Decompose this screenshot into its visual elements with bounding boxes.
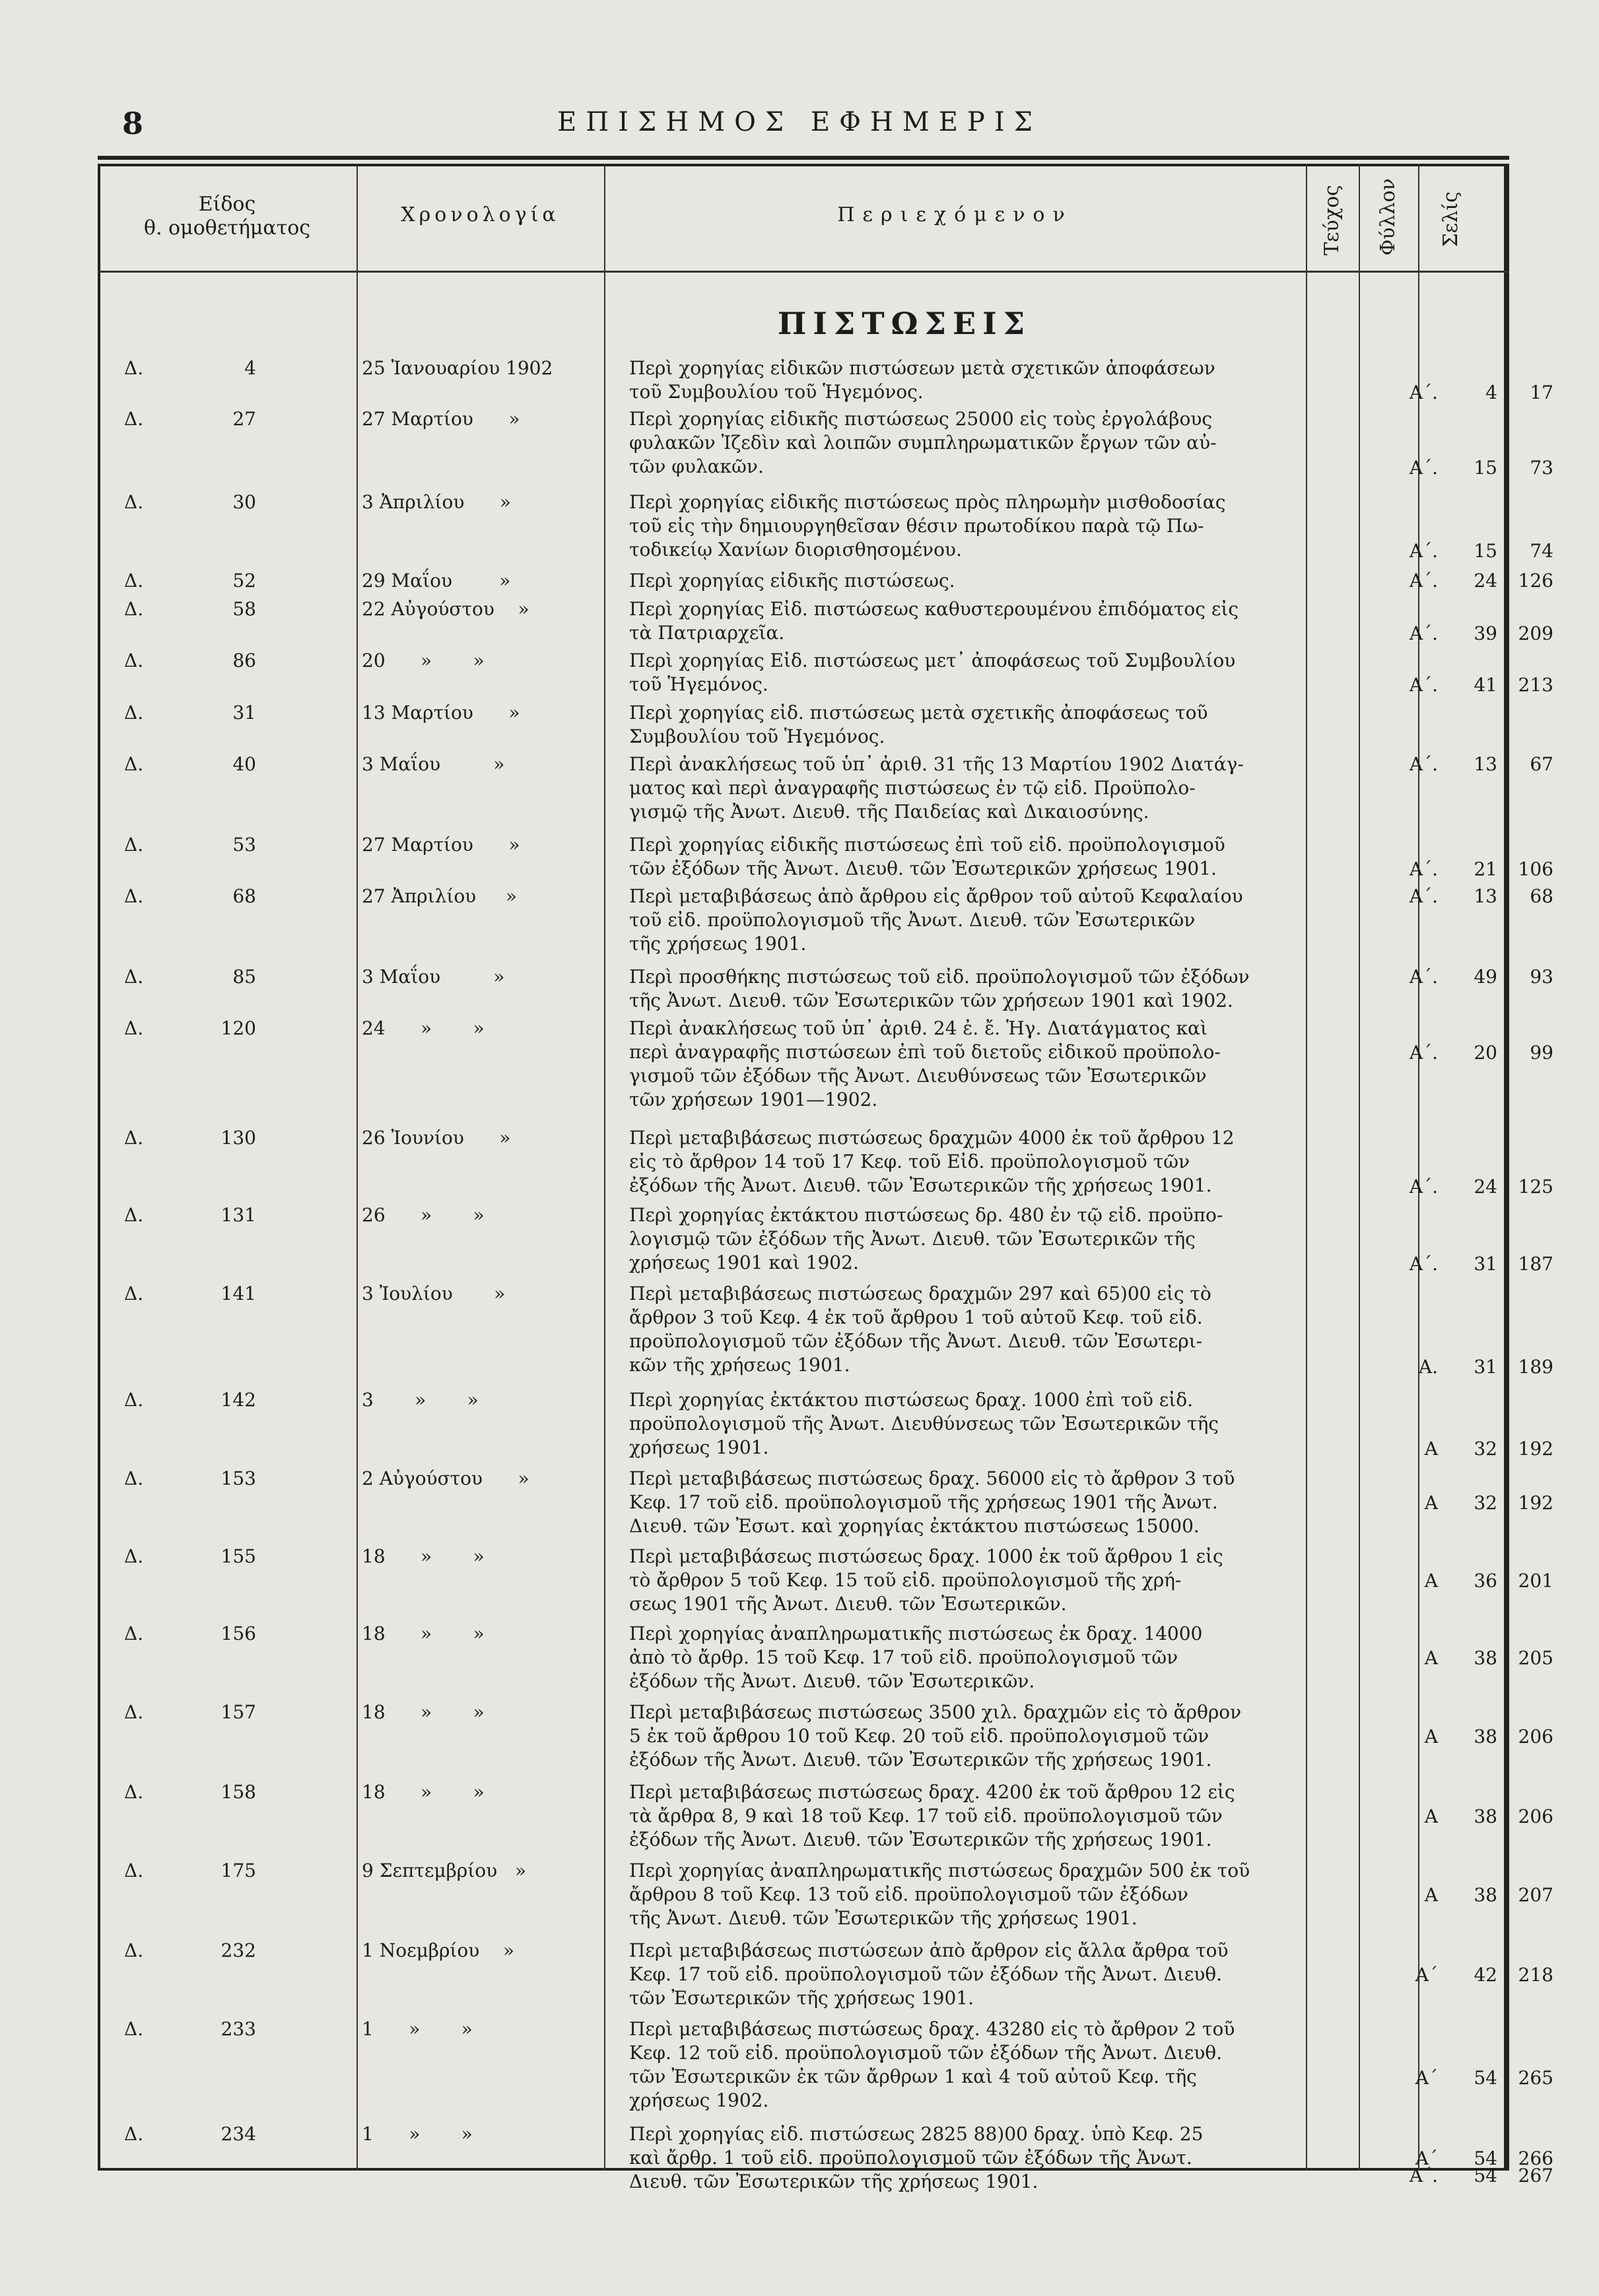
decree-contents bbox=[629, 356, 1408, 404]
issue-cell: Α΄. bbox=[1409, 858, 1438, 880]
contents-line: Περὶ μεταβιβάσεως πιστώσεως δραχ. 56000 εἰς τὸ ἄρθρον 3 τοῦ bbox=[629, 1468, 1235, 1489]
contents-line: Περὶ χορηγίας εἰδικῶν πιστώσεων μετὰ σχετικῶν ἀποφάσεων bbox=[629, 357, 1215, 379]
contents-line: τῶν χρήσεων 1901—1902. bbox=[629, 1089, 878, 1110]
decree-number: 232 bbox=[221, 1940, 256, 1961]
table-row bbox=[98, 2164, 1553, 2188]
sheet-cell: 32 bbox=[1474, 1492, 1497, 1514]
sheet-cell: 38 bbox=[1474, 1726, 1497, 1747]
decree-contents bbox=[629, 1780, 1408, 1852]
decree-date: 1 » » bbox=[362, 2123, 473, 2145]
contents-line: Περὶ μεταβιβάσεως πιστώσεως δραχ. 1000 ἐκ τοῦ ἄρθρου 1 εἰς bbox=[629, 1545, 1223, 1567]
decree-number: 53 bbox=[232, 834, 256, 856]
contents-line: Περὶ χορηγίας ἀναπληρωματικῆς πιστώσεως δραχμῶν 500 ἐκ τοῦ bbox=[629, 1860, 1250, 1881]
contents-line: Διευθ. τῶν Ἐσωτερικῶν τῆς χρήσεως 1901. bbox=[629, 2171, 1038, 2192]
sheet-cell: 41 bbox=[1474, 674, 1497, 696]
decree-contents bbox=[629, 753, 1408, 824]
page-cell: 209 bbox=[1518, 623, 1553, 644]
contents-line: ἄρθρον 3 τοῦ Κεφ. 4 ἐκ τοῦ ἄρθρου 1 τοῦ αὐτοῦ Κεφ. τοῦ εἰδ. bbox=[629, 1306, 1203, 1328]
issue-cell: Α bbox=[1424, 1492, 1438, 1514]
decree-date: 1 Νοεμβρίου » bbox=[362, 1940, 515, 1961]
contents-line: ἐξόδων τῆς Ἀνωτ. Διευθ. τῶν Ἐσωτερικῶν τῆς χρήσεως 1901. bbox=[629, 1174, 1212, 1196]
table-row bbox=[98, 1388, 1553, 1462]
decree-kind: Δ. bbox=[124, 1701, 144, 1723]
sheet-cell: 15 bbox=[1474, 540, 1497, 562]
table-row bbox=[98, 1939, 1553, 2012]
decree-date: 3 Μαΐου » bbox=[362, 753, 505, 775]
table-row bbox=[98, 1701, 1553, 1774]
decree-kind: Δ. bbox=[124, 966, 144, 988]
contents-line: Περὶ προσθήκης πιστώσεως τοῦ εἰδ. προϋπολογισμοῦ τῶν ἐξόδων bbox=[629, 966, 1250, 988]
contents-line: τοῦ εἰδ. προϋπολογισμοῦ τῆς Ἀνωτ. Διευθ. τῶν Ἐσωτερικῶν bbox=[629, 909, 1196, 931]
contents-line: Περὶ χορηγίας εἰδικῆς πιστώσεως πρὸς πληρωμὴν μισθοδοσίας bbox=[629, 491, 1226, 513]
issue-cell: Α΄. bbox=[1409, 540, 1438, 562]
contents-line: τῶν φυλακῶν. bbox=[629, 456, 764, 477]
page-cell: 68 bbox=[1530, 885, 1553, 907]
contents-line: Περὶ ἀνακλήσεως τοῦ ὑπ᾽ ἀριθ. 31 τῆς 13 Μαρτίου 1902 Διατάγ- bbox=[629, 753, 1244, 775]
decree-kind: Δ. bbox=[124, 1127, 144, 1149]
issue-cell: Α΄. bbox=[1409, 623, 1438, 644]
decree-date: 3 » » bbox=[362, 1389, 479, 1411]
decree-number: 30 bbox=[232, 491, 256, 513]
decree-date: 18 » » bbox=[362, 1781, 485, 1803]
decree-date: 22 Αὐγούστου » bbox=[362, 598, 529, 620]
decree-kind: Δ. bbox=[124, 834, 144, 856]
header-rule bbox=[98, 271, 1509, 273]
contents-line: Κεφ. 17 τοῦ εἰδ. προϋπολογισμοῦ τῆς χρήσεως 1901 τῆς Ἀνωτ. bbox=[629, 1491, 1218, 1513]
decree-contents bbox=[629, 965, 1408, 1013]
sheet-cell: 13 bbox=[1474, 753, 1497, 775]
decree-number: 68 bbox=[232, 885, 256, 907]
decree-contents bbox=[629, 490, 1408, 562]
issue-cell: Α bbox=[1424, 1438, 1438, 1460]
decree-kind: Δ. bbox=[124, 753, 144, 775]
decree-number: 157 bbox=[221, 1701, 256, 1723]
decree-contents bbox=[629, 885, 1408, 956]
column-header-page: Σελίς bbox=[1439, 191, 1462, 248]
contents-line: ἄρθρου 8 τοῦ Κεφ. 13 τοῦ εἰδ. προϋπολογισμοῦ τῶν ἐξόδων bbox=[629, 1883, 1188, 1905]
decree-date: 29 Μαΐου » bbox=[362, 570, 511, 591]
table-row bbox=[98, 1622, 1553, 1695]
decree-contents bbox=[629, 1622, 1408, 1693]
decree-contents bbox=[629, 1859, 1408, 1930]
page-cell: 218 bbox=[1518, 1964, 1553, 1986]
issue-cell: Α bbox=[1424, 1570, 1438, 1592]
section-title: ΠΙΣΤΩΣΕΙΣ bbox=[777, 306, 1032, 341]
decree-kind: Δ. bbox=[124, 1545, 144, 1567]
issue-cell: Α΄. bbox=[1409, 753, 1438, 775]
decree-contents bbox=[629, 701, 1408, 749]
page-number: 8 bbox=[122, 106, 144, 141]
decree-number: 233 bbox=[221, 2018, 256, 2040]
column-header-issue: Τεύχος bbox=[1320, 185, 1344, 255]
decree-contents bbox=[629, 1467, 1408, 1538]
page-cell: 192 bbox=[1518, 1492, 1553, 1514]
decree-number: 86 bbox=[232, 650, 256, 671]
table-row bbox=[98, 597, 1553, 646]
contents-line: τὸ ἄρθρον 5 τοῦ Κεφ. 15 τοῦ εἰδ. προϋπολογισμοῦ τῆς χρή- bbox=[629, 1569, 1182, 1591]
decree-number: 131 bbox=[221, 1204, 256, 1226]
decree-contents bbox=[629, 597, 1408, 645]
decree-number: 158 bbox=[221, 1781, 256, 1803]
table-row bbox=[98, 885, 1553, 958]
contents-line: Διευθ. τῶν Ἐσωτ. καὶ χορηγίας ἐκτάκτου πιστώσεως 15000. bbox=[629, 1515, 1200, 1537]
contents-line: Περὶ μεταβιβάσεως ἀπὸ ἄρθρου εἰς ἄρθρον τοῦ αὐτοῦ Κεφαλαίου bbox=[629, 885, 1243, 907]
issue-cell: Α΄. bbox=[1409, 966, 1438, 988]
decree-kind: Δ. bbox=[124, 2018, 144, 2040]
decree-date: 24 » » bbox=[362, 1017, 485, 1039]
decree-kind: Δ. bbox=[124, 1283, 144, 1304]
sheet-cell: 31 bbox=[1474, 1356, 1497, 1378]
issue-cell: Α΄ bbox=[1415, 2147, 1438, 2169]
running-head: ΕΠΙΣΗΜΟΣ ΕΦΗΜΕΡΙΣ bbox=[557, 107, 1042, 137]
contents-line: Περὶ ἀνακλήσεως τοῦ ὑπ᾽ ἀριθ. 24 ἐ. ἔ. Ἡγ. Διατάγματος καὶ bbox=[629, 1017, 1208, 1039]
table-row bbox=[98, 649, 1553, 698]
decree-kind: Δ. bbox=[124, 491, 144, 513]
page-cell: 17 bbox=[1530, 382, 1553, 403]
issue-cell: Α΄. bbox=[1409, 457, 1438, 479]
contents-line: Περὶ μεταβιβάσεως πιστώσεως δραχ. 43280 εἰς τὸ ἄρθρον 2 τοῦ bbox=[629, 2018, 1235, 2040]
sheet-cell: 39 bbox=[1474, 623, 1497, 644]
contents-line: προϋπολογισμοῦ τῶν ἐξόδων τῆς Ἀνωτ. Διευθ. τῶν Ἐσωτερι- bbox=[629, 1330, 1203, 1352]
contents-line: Περὶ μεταβιβάσεως πιστώσεως 3500 χιλ. δραχμῶν εἰς τὸ ἄρθρον bbox=[629, 1701, 1242, 1723]
contents-line: τῶν ἐξόδων τῆς Ἀνωτ. Διευθ. τῶν Ἐσωτερικῶν χρήσεως 1901. bbox=[629, 858, 1217, 879]
decree-contents bbox=[629, 833, 1408, 881]
decree-number: 52 bbox=[232, 570, 256, 591]
contents-line: τὰ ἄρθρα 8, 9 καὶ 18 τοῦ Κεφ. 17 τοῦ εἰδ. προϋπολογισμοῦ τῶν bbox=[629, 1805, 1223, 1827]
contents-line: Περὶ χορηγίας Εἰδ. πιστώσεως μετ᾽ ἀποφάσεως τοῦ Συμβουλίου bbox=[629, 650, 1236, 671]
contents-line: τῆς Ἀνωτ. Διευθ. τῶν Ἐσωτερικῶν τῆς χρήσεως 1901. bbox=[629, 1907, 1138, 1929]
decree-number: 155 bbox=[221, 1545, 256, 1567]
contents-line: σεως 1901 τῆς Ἀνωτ. Διευθ. τῶν Ἐσωτερικῶν. bbox=[629, 1593, 1067, 1615]
table-row bbox=[98, 1545, 1553, 1618]
contents-line: φυλακῶν Ἰζεδὶν καὶ λοιπῶν συμπληρωματικῶν ἔργων τῶν αὐ- bbox=[629, 432, 1217, 454]
decree-number: 120 bbox=[221, 1017, 256, 1039]
issue-cell: Α΄. bbox=[1409, 674, 1438, 696]
column-header-contents: Περιεχόμενον bbox=[837, 203, 1073, 226]
contents-line: Κεφ. 17 τοῦ εἰδ. προϋπολογισμοῦ τῶν ἐξόδων τῆς Ἀνωτ. Διευθ. bbox=[629, 1963, 1223, 1985]
decree-number: 130 bbox=[221, 1127, 256, 1149]
decree-number: 153 bbox=[221, 1468, 256, 1489]
page-cell: 201 bbox=[1518, 1570, 1553, 1592]
sheet-cell: 24 bbox=[1474, 570, 1497, 591]
decree-date: 3 Ἰουλίου » bbox=[362, 1283, 506, 1304]
decree-date: 2 Αὐγούστου » bbox=[362, 1468, 529, 1489]
column-header-kind: Είδος θ. ομοθετήματος bbox=[143, 193, 311, 240]
table-row bbox=[98, 1282, 1553, 1380]
page-cell: 189 bbox=[1518, 1356, 1553, 1378]
decree-contents bbox=[629, 569, 1408, 593]
contents-line: Περὶ χορηγίας εἰδικῆς πιστώσεως. bbox=[629, 570, 955, 591]
page-cell: 99 bbox=[1530, 1042, 1553, 1064]
decree-contents bbox=[629, 1388, 1408, 1460]
table-row bbox=[98, 1780, 1553, 1854]
page-cell: 192 bbox=[1518, 1438, 1553, 1460]
sheet-cell: 38 bbox=[1474, 1647, 1497, 1669]
contents-line: ἀπὸ τὸ ἄρθρ. 15 τοῦ Κεφ. 17 τοῦ εἰδ. προϋπολογισμοῦ τῶν bbox=[629, 1646, 1178, 1668]
contents-line: Κεφ. 12 τοῦ εἰδ. προϋπολογισμοῦ τῶν ἐξόδων τῆς Ἀνωτ. Διευθ. bbox=[629, 2042, 1223, 2064]
decree-contents bbox=[629, 1203, 1408, 1275]
contents-line: ἐξόδων τῆς Ἀνωτ. Διευθ. τῶν Ἐσωτερικῶν τῆς χρήσεως 1901. bbox=[629, 1749, 1212, 1771]
issue-cell: Α΄. bbox=[1409, 1176, 1438, 1198]
table-row bbox=[98, 2017, 1553, 2115]
decree-date: 18 » » bbox=[362, 1545, 485, 1567]
sheet-cell: 38 bbox=[1474, 1806, 1497, 1827]
issue-cell: Α΄. bbox=[1409, 2165, 1438, 2186]
decree-date: 26 Ἰουνίου » bbox=[362, 1127, 511, 1149]
decree-kind: Δ. bbox=[124, 885, 144, 907]
contents-line: χρήσεως 1902. bbox=[629, 2089, 769, 2111]
table-row bbox=[98, 569, 1553, 593]
contents-line: καὶ ἄρθρ. 1 τοῦ εἰδ. προϋπολογισμοῦ τῶν ἐξόδων τῆς Ἀνωτ. bbox=[629, 2147, 1192, 2169]
page-cell: 125 bbox=[1518, 1176, 1553, 1198]
decree-contents bbox=[629, 649, 1408, 696]
contents-line: εἰς τὸ ἄρθρον 14 τοῦ 17 Κεφ. τοῦ Εἰδ. προϋπολογισμοῦ τῶν bbox=[629, 1151, 1190, 1172]
page-cell: 205 bbox=[1518, 1647, 1553, 1669]
sheet-cell: 13 bbox=[1474, 885, 1497, 907]
contents-line: ματος καὶ περὶ ἀναγραφῆς πιστώσεως ἐν τῷ εἰδ. Προϋπολο- bbox=[629, 777, 1196, 799]
issue-cell: Α΄. bbox=[1409, 885, 1438, 907]
decree-date: 3 Μαΐου » bbox=[362, 966, 505, 988]
table-row bbox=[98, 753, 1553, 826]
page-cell: 213 bbox=[1518, 674, 1553, 696]
table-row bbox=[98, 407, 1553, 481]
issue-cell: Α΄. bbox=[1409, 570, 1438, 591]
sheet-cell: 38 bbox=[1474, 1884, 1497, 1906]
decree-number: 27 bbox=[232, 408, 256, 430]
issue-cell: Α΄ bbox=[1415, 1964, 1438, 1986]
page-cell: 67 bbox=[1530, 753, 1553, 775]
contents-line: χρήσεως 1901 καὶ 1902. bbox=[629, 1252, 859, 1273]
decree-kind: Δ. bbox=[124, 1781, 144, 1803]
decree-number: 85 bbox=[232, 966, 256, 988]
issue-cell: Α bbox=[1424, 1647, 1438, 1669]
decree-date: 9 Σεπτεμβρίου » bbox=[362, 1860, 526, 1881]
contents-line: κῶν τῆς χρήσεως 1901. bbox=[629, 1354, 850, 1376]
table-row bbox=[98, 1467, 1553, 1540]
decree-kind: Δ. bbox=[124, 1623, 144, 1644]
sheet-cell: 20 bbox=[1474, 1042, 1497, 1064]
contents-line: τῆς χρήσεως 1901. bbox=[629, 933, 807, 955]
decree-kind: Δ. bbox=[124, 598, 144, 620]
contents-line: τῶν Ἐσωτερικῶν ἐκ τῶν ἄρθρων 1 καὶ 4 τοῦ αὐτοῦ Κεφ. τῆς bbox=[629, 2066, 1197, 2087]
contents-line: προϋπολογισμοῦ τῆς Ἀνωτ. Διευθύνσεως τῶν Ἐσωτερικῶν τῆς bbox=[629, 1413, 1219, 1435]
decree-date: 25 Ἰανουαρίου 1902 bbox=[362, 357, 553, 379]
table-row bbox=[98, 965, 1553, 1014]
sheet-cell: 31 bbox=[1474, 1253, 1497, 1275]
decree-number: 175 bbox=[221, 1860, 256, 1881]
table-row bbox=[98, 1203, 1553, 1277]
table-row bbox=[98, 356, 1553, 405]
contents-line: τοῦ Ἡγεμόνος. bbox=[629, 673, 768, 695]
contents-line: Περὶ χορηγίας εἰδ. πιστώσεως 2825 88)00 δραχ. ὑπὸ Κεφ. 25 bbox=[629, 2123, 1204, 2145]
issue-cell: Α΄. bbox=[1409, 1042, 1438, 1064]
page-cell: 73 bbox=[1530, 457, 1553, 479]
table-row bbox=[98, 1017, 1553, 1114]
contents-line: γισμῷ τῆς Ἀνωτ. Διευθ. τῆς Παιδείας καὶ Δικαιοσύνης. bbox=[629, 801, 1149, 823]
contents-line: Περὶ χορηγίας εἰδ. πιστώσεως μετὰ σχετικῆς ἀποφάσεως τοῦ bbox=[629, 702, 1208, 724]
page-cell: 106 bbox=[1518, 858, 1553, 880]
contents-line: ἐξόδων τῆς Ἀνωτ. Διευθ. τῶν Ἐσωτερικῶν τῆς χρήσεως 1901. bbox=[629, 1829, 1212, 1850]
sheet-cell: 15 bbox=[1474, 457, 1497, 479]
decree-contents bbox=[629, 1701, 1408, 1772]
contents-line: τοῦ εἰς τὴν δημιουργηθεῖσαν θέσιν πρωτοδίκου παρὰ τῷ Πω- bbox=[629, 515, 1204, 537]
table-row bbox=[98, 833, 1553, 882]
contents-line: Περὶ μεταβιβάσεως πιστώσεως δραχμῶν 297 καὶ 65)00 εἰς τὸ bbox=[629, 1283, 1211, 1304]
page-cell: 126 bbox=[1518, 570, 1553, 591]
contents-line: περὶ ἀναγραφῆς πιστώσεων ἐπὶ τοῦ διετοῦς εἰδικοῦ προϋπολο- bbox=[629, 1041, 1221, 1063]
contents-line: Περὶ χορηγίας Εἰδ. πιστώσεως καθυστερουμένου ἐπιδόματος εἰς bbox=[629, 598, 1239, 620]
contents-line: Περὶ χορηγίας ἐκτάκτου πιστώσεως δρ. 480 ἐν τῷ εἰδ. προϋπο- bbox=[629, 1204, 1223, 1226]
contents-line: τοδικείῳ Χανίων διορισθησομένου. bbox=[629, 539, 962, 560]
column-header-sheet: Φύλλον bbox=[1377, 178, 1400, 256]
decree-number: 234 bbox=[221, 2123, 256, 2145]
issue-cell: Α bbox=[1424, 1726, 1438, 1747]
contents-line: ἐξόδων τῆς Ἀνωτ. Διευθ. τῶν Ἐσωτερικῶν. bbox=[629, 1670, 1035, 1692]
decree-kind: Δ. bbox=[124, 357, 144, 379]
column-header-date: Χρονολογία bbox=[401, 203, 560, 226]
contents-line: χρήσεως 1901. bbox=[629, 1436, 769, 1458]
decree-number: 156 bbox=[221, 1623, 256, 1644]
decree-kind: Δ. bbox=[124, 702, 144, 724]
page-cell: 206 bbox=[1518, 1806, 1553, 1827]
page-cell: 93 bbox=[1530, 966, 1553, 988]
contents-line: τῆς Ἀνωτ. Διευθ. τῶν Ἐσωτερικῶν τῶν χρήσεων 1901 καὶ 1902. bbox=[629, 990, 1233, 1011]
decree-kind: Δ. bbox=[124, 408, 144, 430]
contents-line: Περὶ χορηγίας ἐκτάκτου πιστώσεως δραχ. 1000 ἐπὶ τοῦ εἰδ. bbox=[629, 1389, 1194, 1411]
decree-contents bbox=[629, 407, 1408, 479]
issue-cell: Α΄ bbox=[1415, 2067, 1438, 2089]
decree-date: 13 Μαρτίου » bbox=[362, 702, 520, 724]
decree-kind: Δ. bbox=[124, 2123, 144, 2145]
contents-line: Περὶ μεταβιβάσεως πιστώσεως δραχμῶν 4000 ἐκ τοῦ ἄρθρου 12 bbox=[629, 1127, 1235, 1149]
contents-line: Περὶ χορηγίας εἰδικῆς πιστώσεως ἐπὶ τοῦ εἰδ. προϋπολογισμοῦ bbox=[629, 834, 1225, 856]
decree-contents bbox=[629, 1939, 1408, 2010]
decree-date: 27 Μαρτίου » bbox=[362, 408, 520, 430]
contents-line: γισμοῦ τῶν ἐξόδων τῆς Ἀνωτ. Διευθύνσεως τῶν Ἐσωτερικῶν bbox=[629, 1065, 1207, 1087]
decree-contents bbox=[629, 1545, 1408, 1616]
decree-contents bbox=[629, 1126, 1408, 1198]
contents-line: τοῦ Συμβουλίου τοῦ Ἡγεμόνος. bbox=[629, 381, 924, 403]
contents-line: Συμβουλίου τοῦ Ἡγεμόνος. bbox=[629, 726, 885, 747]
page-cell: 74 bbox=[1530, 540, 1553, 562]
contents-line: Περὶ μεταβιβάσεως πιστώσεων ἀπὸ ἄρθρον εἰς ἄλλα ἄρθρα τοῦ bbox=[629, 1940, 1229, 1961]
table-row bbox=[98, 490, 1553, 564]
frame-top-rule bbox=[98, 156, 1509, 160]
page-cell: 265 bbox=[1518, 2067, 1553, 2089]
decree-date: 18 » » bbox=[362, 1623, 485, 1644]
decree-contents bbox=[629, 2017, 1408, 2112]
table-row bbox=[98, 1126, 1553, 1199]
sheet-cell: 49 bbox=[1474, 966, 1497, 988]
issue-cell: Α bbox=[1424, 1884, 1438, 1906]
decree-date: 26 » » bbox=[362, 1204, 485, 1226]
sheet-cell: 4 bbox=[1485, 382, 1497, 403]
decree-date: 18 » » bbox=[362, 1701, 485, 1723]
table-row bbox=[98, 701, 1509, 750]
table-row bbox=[98, 1859, 1553, 1932]
issue-cell: Α bbox=[1424, 1806, 1438, 1827]
decree-number: 141 bbox=[221, 1283, 256, 1304]
decree-date: 27 Μαρτίου » bbox=[362, 834, 520, 856]
decree-date: 1 » » bbox=[362, 2018, 473, 2040]
decree-number: 31 bbox=[232, 702, 256, 724]
decree-date: 3 Ἀπριλίου » bbox=[362, 491, 511, 513]
decree-kind: Δ. bbox=[124, 1940, 144, 1961]
sheet-cell: 21 bbox=[1474, 858, 1497, 880]
decree-contents bbox=[629, 1282, 1408, 1377]
contents-line: τῶν Ἐσωτερικῶν τῆς χρήσεως 1901. bbox=[629, 1987, 974, 2009]
decree-kind: Δ. bbox=[124, 1860, 144, 1881]
contents-line: Περὶ χορηγίας ἀναπληρωματικῆς πιστώσεως ἐκ δραχ. 14000 bbox=[629, 1623, 1203, 1644]
contents-line: Περὶ χορηγίας εἰδικῆς πιστώσεως 25000 εἰς τοὺς ἐργολάβους bbox=[629, 408, 1213, 430]
decree-kind: Δ. bbox=[124, 570, 144, 591]
contents-line: τὰ Πατριαρχεῖα. bbox=[629, 622, 785, 644]
page-cell: 206 bbox=[1518, 1726, 1553, 1747]
contents-line: Περὶ μεταβιβάσεως πιστώσεως δραχ. 4200 ἐκ τοῦ ἄρθρου 12 εἰς bbox=[629, 1781, 1235, 1803]
sheet-cell: 42 bbox=[1474, 1964, 1497, 1986]
decree-date: 27 Ἀπριλίου » bbox=[362, 885, 517, 907]
decree-kind: Δ. bbox=[124, 1468, 144, 1489]
decree-date: 20 » » bbox=[362, 650, 485, 671]
sheet-cell: 32 bbox=[1474, 1438, 1497, 1460]
issue-cell: Α΄. bbox=[1409, 1253, 1438, 1275]
page-cell: 266 bbox=[1518, 2147, 1553, 2169]
decree-kind: Δ. bbox=[124, 1389, 144, 1411]
sheet-cell: 54 bbox=[1474, 2165, 1497, 2186]
page-cell: 187 bbox=[1518, 1253, 1553, 1275]
decree-kind: Δ. bbox=[124, 650, 144, 671]
sheet-cell: 54 bbox=[1474, 2067, 1497, 2089]
sheet-cell: 24 bbox=[1474, 1176, 1497, 1198]
page-cell: 207 bbox=[1518, 1884, 1553, 1906]
decree-kind: Δ. bbox=[124, 1017, 144, 1039]
issue-cell: Α. bbox=[1418, 1356, 1438, 1378]
contents-line: 5 ἐκ τοῦ ἄρθρου 10 τοῦ Κεφ. 20 τοῦ εἰδ. προϋπολογισμοῦ τῶν bbox=[629, 1725, 1209, 1747]
sheet-cell: 54 bbox=[1474, 2147, 1497, 2169]
decree-number: 40 bbox=[232, 753, 256, 775]
sheet-cell: 36 bbox=[1474, 1570, 1497, 1592]
decree-contents bbox=[629, 1017, 1408, 1112]
decree-number: 58 bbox=[232, 598, 256, 620]
decree-number: 4 bbox=[244, 357, 256, 379]
contents-line: λογισμῷ τῶν ἐξόδων τῆς Ἀνωτ. Διευθ. τῶν Ἐσωτερικῶν τῆς bbox=[629, 1228, 1196, 1250]
decree-kind: Δ. bbox=[124, 1204, 144, 1226]
issue-cell: Α΄. bbox=[1409, 382, 1438, 403]
page-cell: 267 bbox=[1518, 2165, 1553, 2186]
decree-number: 142 bbox=[221, 1389, 256, 1411]
